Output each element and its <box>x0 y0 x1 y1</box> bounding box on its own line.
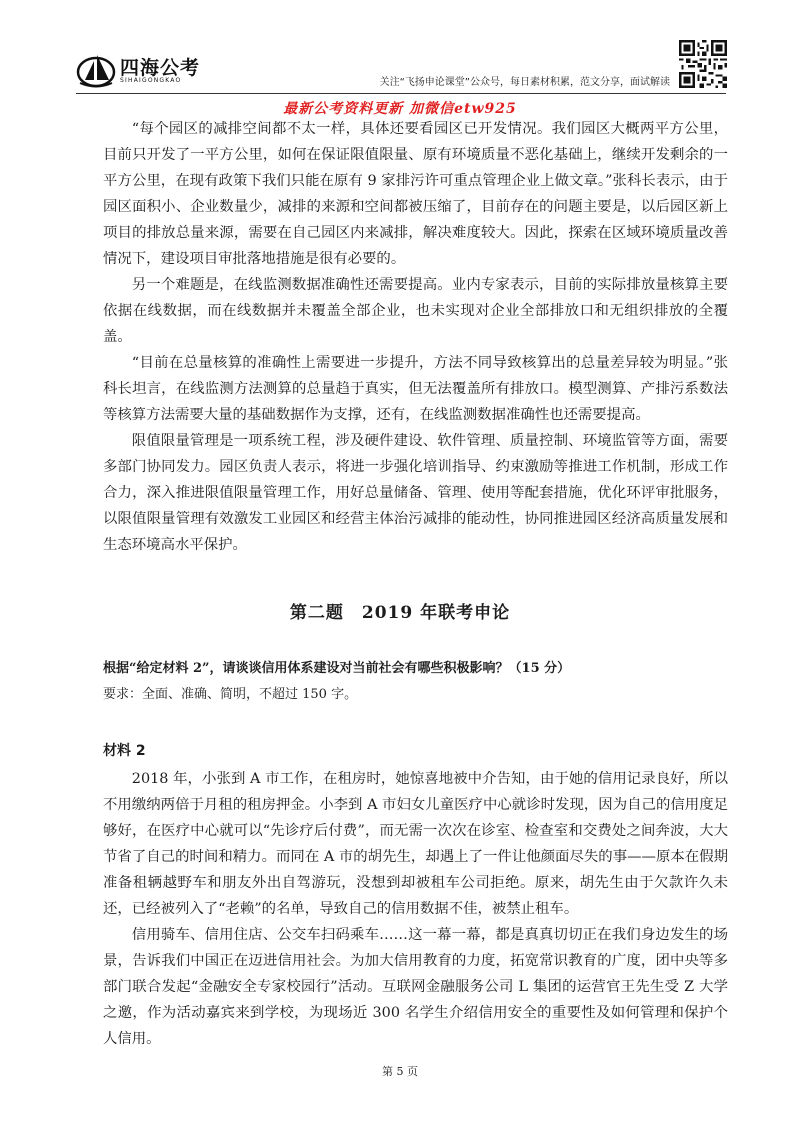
paragraph: “每个园区的减排空间都不太一样，具体还要看园区已开发情况。我们园区大概两平方公里，目前只开发了一平方公里，如何在保证限值限量、原有环境质量不恶化基础上，继续开发剩余的一平方公里，在现有政策下我们只能在原有 9 家排污许可重点管理企业上做文章。”张科长表示，由于园区面积小、企业数量少，减排的来源和空间都被压缩了，目前存在的问题主要是，以后园区新上项目的排放总量来源，需要在自己园区内来减排，解决难度较大。因此，探索在区域环境质量改善情况下，建设项目审批落地措施是很有必要的。 <box>103 121 728 267</box>
page-number: 第 5 页 <box>382 1065 418 1078</box>
material-heading: 材料 2 <box>103 743 146 759</box>
logo-english-name: SIHAIGONGKAO <box>120 77 182 84</box>
sailboat-logo-icon <box>76 50 116 90</box>
answer-requirement: 要求：全面、准确、简明，不超过 150 字。 <box>103 687 358 702</box>
header-slogan: 关注“飞扬申论课堂”公众号，每日素材积累，范文分享，面试解读 <box>379 77 670 88</box>
qr-code-icon <box>679 40 727 88</box>
material-text-block <box>103 766 728 1052</box>
logo-chinese-name: 四海公考 <box>120 57 201 79</box>
paragraph: 2018 年，小张到 A 市工作，在租房时，她惊喜地被中介告知，由于她的信用记录良好，所以不用缴纳两倍于月租的租房押金。小李到 A 市妇女儿童医疗中心就诊时发现，因为自己的信用度足够好，在医疗中心就可以“先诊疗后付费”，而无需一次次在诊室、检查室和交费处之间奔波，大大节省了自己的时间和精力。而同在 A 市的胡先生，却遇上了一件让他颜面尽失的事——原本在假期准备租辆越野车和朋友外出自驾游玩，没想到却被租车公司拒绝。原来，胡先生由于欠款许久未还，已经被列入了“老赖”的名单，导致自己的信用数据不佳，被禁止租车。 <box>103 771 728 917</box>
paragraph: 信用骑车、信用住店、公交车扫码乘车……这一幕一幕，都是真真切切正在我们身边发生的场景，告诉我们中国正在迈进信用社会。为加大信用教育的力度，拓宽常识教育的广度，团中央等多部门联合发起“金融安全专家校园行”活动。互联网金融服务公司 L 集团的运营官王先生受 Z 大学之邀，作为活动嘉宾来到学校，为现场近 300 名学生介绍信用安全的重要性及如何管理和保护个人信用。 <box>103 927 728 1047</box>
page-header <box>0 0 800 100</box>
paragraph: 限值限量管理是一项系统工程，涉及硬件建设、软件管理、质量控制、环境监管等方面，需要多部门协同发力。园区负责人表示，将进一步强化培训指导、约束激励等推进工作机制，形成工作合力，深入推进限值限量管理工作，用好总量储备、管理、使用等配套措施，优化环评审批服务，以限值限量管理有效激发工业园区和经营主体治污减排的能动性，协同推进园区经济高质量发展和生态环境高水平保护。 <box>103 433 728 553</box>
header-divider <box>76 93 726 94</box>
question-prompt: 根据“给定材料 2”，请谈谈信用体系建设对当前社会有哪些积极影响？（15 分） <box>103 661 571 676</box>
top-text-block <box>103 116 728 558</box>
paragraph: “目前在总量核算的准确性上需要进一步提升，方法不同导致核算出的总量差异较为明显。”张科长坦言，在线监测方法测算的总量趋于真实，但无法覆盖所有排放口。模型测算、产排污系数法等核算方法需要大量的基础数据作为支撑，还有，在线监测数据准确性也还需要提高。 <box>103 355 728 423</box>
watermark-notice: 最新公考资料更新 加微信etw925 <box>283 101 517 117</box>
brand-logo <box>76 50 206 90</box>
paragraph: 另一个难题是，在线监测数据准确性还需要提高。业内专家表示，目前的实际排放量核算主要依据在线数据，而在线数据并未覆盖全部企业，也未实现对企业全部排放口和无组织排放的全覆盖。 <box>103 277 728 345</box>
section-title: 第二题 2019 年联考申论 <box>289 603 511 623</box>
